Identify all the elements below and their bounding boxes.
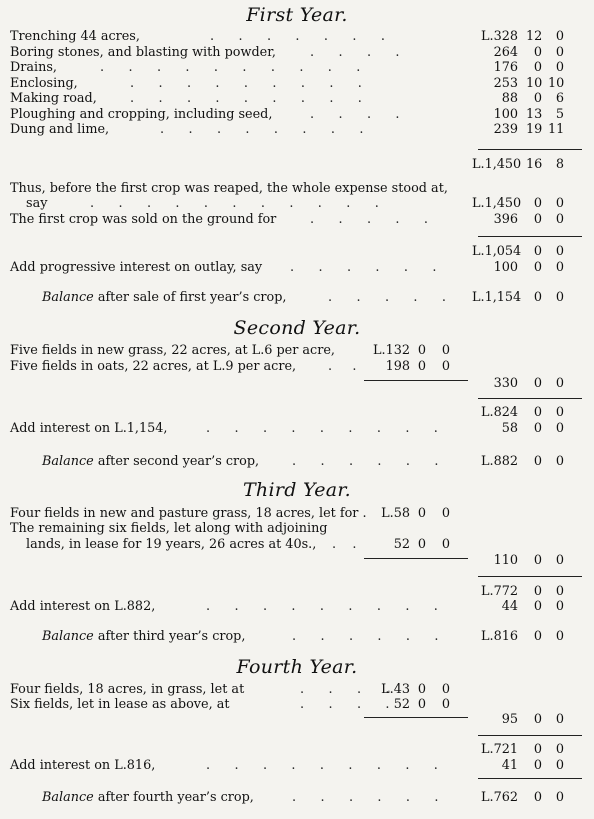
rule (478, 398, 582, 399)
leader-dots: . . . . . . (292, 454, 439, 469)
third-year-heading: Third Year. (242, 479, 352, 501)
third-year-balance: Balance after third year’s crop, . . . . . . L.816 0 0 (42, 629, 564, 644)
first-year-total: L.1,450 16 8 (472, 157, 564, 172)
leader-dots: . . . . . . . (210, 29, 385, 44)
second-year-item-1: Five fields in new grass, 22 acres, at L.6 per acre, L.132 0 0 (10, 343, 450, 358)
leader-dots: . . . . . (310, 212, 428, 227)
third-year-item-1: Four fields in new and pasture grass, 18 acres, let for . L.58 0 0 (10, 506, 450, 521)
first-year-item: Drains, . . . . . . . . . . 176 0 0 (10, 60, 564, 75)
second-year-interest: Add interest on L.1,154, . . . . . . . . . 58 0 0 (10, 421, 564, 436)
leader-dots: . . (332, 537, 357, 552)
leader-dots: . . . . . . (292, 629, 439, 644)
first-year-item: Making road, . . . . . . . . . 88 0 6 (10, 91, 564, 106)
first-year-item: Enclosing, . . . . . . . . . 253 10 10 (10, 75, 565, 91)
third-year-item-2b: lands, in lease for 19 years, 26 acres at 40s., . . 52 0 0 (26, 537, 450, 552)
leader-dots: . . . . . . (292, 790, 439, 805)
first-year-interest: Add progressive interest on outlay, say . . . . . . 100 0 0 (10, 260, 564, 275)
leader-dots: . . . . . . . . . . (100, 60, 361, 75)
leader-dots: . . . . . . . . . (206, 599, 438, 614)
second-year-item-2: Five fields in oats, 22 acres, at L.9 per acre, . . 198 0 0 (10, 359, 450, 374)
rule (478, 778, 582, 779)
first-year-heading: First Year. (246, 4, 348, 26)
first-year-item: Trenching 44 acres, . . . . . . . L.328 12 0 (10, 29, 564, 44)
fourth-year-item-1: Four fields, 18 acres, in grass, let at . . . . L.43 0 0 (10, 682, 450, 697)
third-year-item-2a: The remaining six fields, let along with adjoining (10, 521, 328, 536)
leader-dots: . . . . . . . . . (206, 421, 438, 436)
rule (478, 576, 582, 577)
first-year-item: Ploughing and cropping, including seed, . . . . 100 13 5 (10, 106, 564, 122)
third-year-sum: 110 0 0 (493, 553, 564, 568)
second-year-sum: 330 0 0 (493, 376, 564, 391)
leader-dots: . . . . . . . . (160, 122, 364, 137)
fourth-year-balance: Balance after fourth year’s crop, . . . . . . L.762 0 0 (42, 790, 564, 805)
leader-dots: . . . . (300, 697, 390, 712)
fourth-year-sum: 95 0 0 (501, 712, 564, 727)
second-year-heading: Second Year. (233, 317, 361, 339)
first-year-net: L.1,054 0 0 (472, 244, 564, 259)
leader-dots: . . (328, 359, 357, 374)
first-year-balance: Balance after sale of first year’s crop, . . . . . L.1,154 0 0 (42, 290, 564, 305)
leader-dots: . . . . . . . . . (206, 758, 438, 773)
fourth-year-interest: Add interest on L.816, . . . . . . . . . 41 0 0 (10, 758, 564, 773)
leader-dots: . . . . (300, 682, 390, 697)
leader-dots: . . . . . . . . . (130, 91, 362, 106)
rule (478, 735, 582, 736)
rule (478, 149, 582, 150)
leader-dots: . . . . (310, 106, 400, 122)
third-year-net: L.772 0 0 (481, 584, 564, 599)
first-year-item: Boring stones, and blasting with powder, . . . . 264 0 0 (10, 44, 564, 60)
thus-line-2: say . . . . . . . . . . . L.1,450 0 0 (26, 196, 564, 211)
first-year-item: Dung and lime, . . . . . . . . 239 19 11 (10, 122, 565, 137)
leader-dots: . . . . (310, 44, 400, 60)
leader-dots: . . . . . (328, 290, 446, 305)
rule (478, 236, 582, 237)
third-year-interest: Add interest on L.882, . . . . . . . . . 44 0 0 (10, 599, 564, 614)
second-year-net: L.824 0 0 (481, 405, 564, 420)
fourth-year-heading: Fourth Year. (236, 656, 358, 678)
sold-line: The first crop was sold on the ground for . . . . . 396 0 0 (10, 212, 564, 227)
leader-dots: . . . . . . . . . (130, 75, 362, 91)
thus-line-1: Thus, before the first crop was reaped, the whole expense stood at, (10, 181, 448, 196)
fourth-year-net: L.721 0 0 (481, 742, 564, 757)
leader-dots: . . . . . . . . . . . (90, 196, 379, 211)
leader-dots: . . . . . . (290, 260, 437, 275)
fourth-year-item-2: Six fields, let in lease as above, at . . . . 52 0 0 (10, 697, 450, 712)
second-year-balance: Balance after second year’s crop, . . . . . . L.882 0 0 (42, 454, 564, 469)
